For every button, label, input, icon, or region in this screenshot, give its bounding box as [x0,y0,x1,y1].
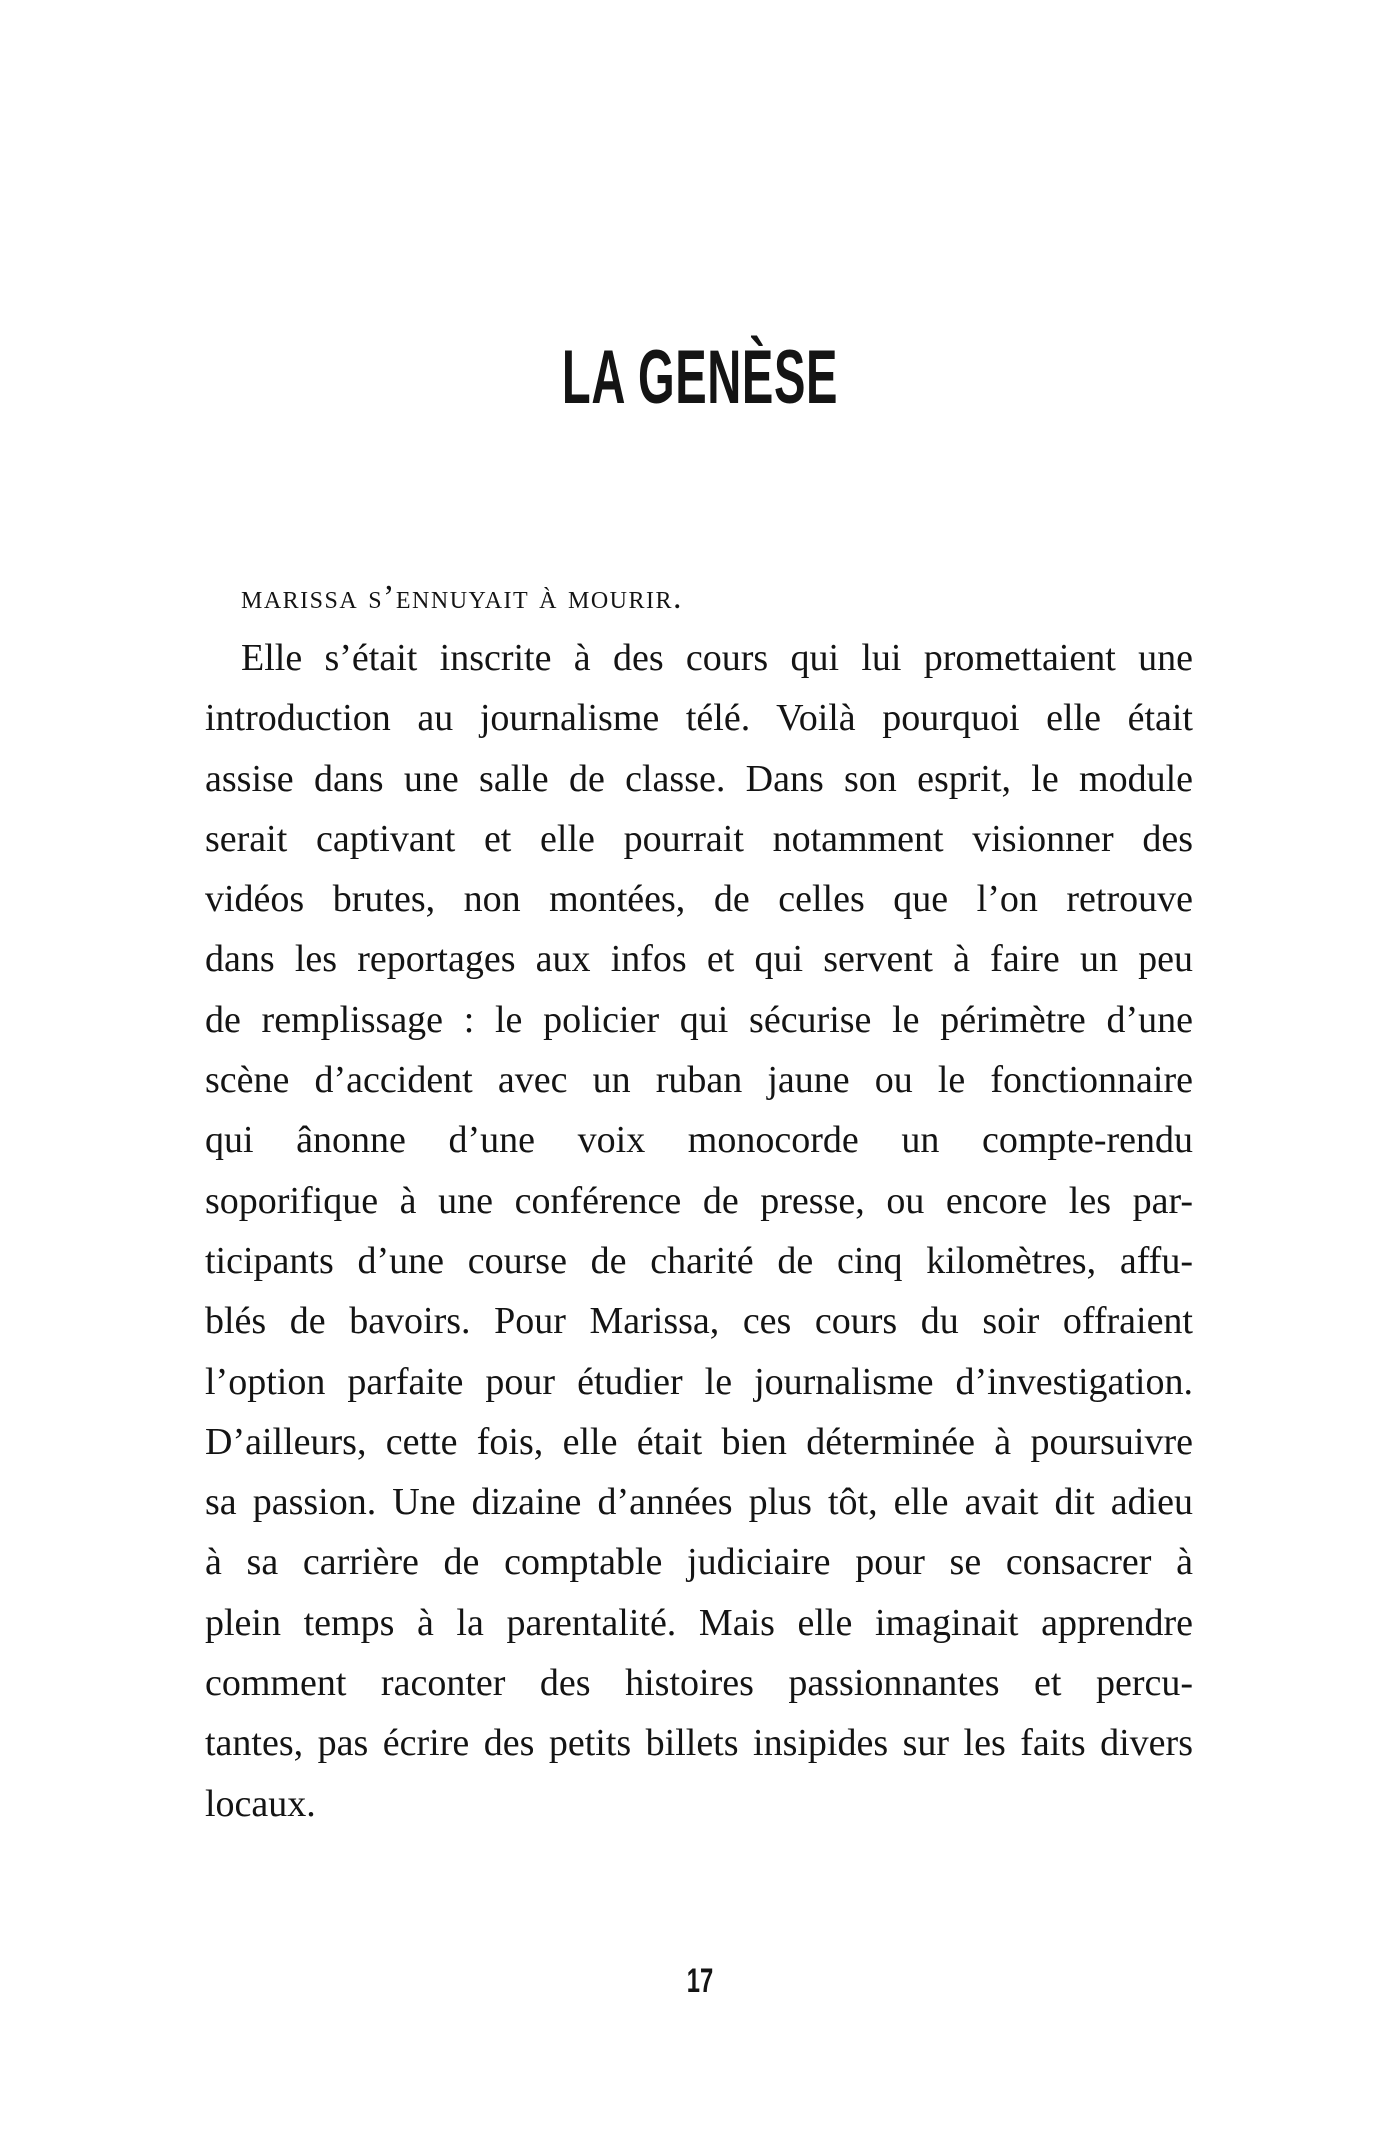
chapter-title: LA GENÈSE [561,335,839,420]
text-line: vidéos brutes, non montées, de celles que l’on retrouve [205,878,1193,921]
text-line: blés de bavoirs. Pour Marissa, ces cours du soir offraient [205,1300,1193,1343]
text-line: scène d’accident avec un ruban jaune ou le fonctionnaire [205,1059,1193,1102]
text-line: locaux. [205,1782,316,1825]
text-line: comment raconter des histoires passionnantes et percu- [205,1662,1193,1705]
page-number: 17 [686,1962,714,2000]
text-line: introduction au journalisme télé. Voilà pourquoi elle était [205,697,1193,740]
text-line: dans les reportages aux infos et qui servent à faire un peu [205,938,1193,981]
opening-line: marissa s’ennuyait à mourir. [241,579,684,616]
text-line: ticipants d’une course de charité de cinq kilomètres, affu- [205,1239,1193,1282]
text-line: à sa carrière de comptable judiciaire pour se consacrer à [205,1541,1193,1584]
text-line: D’ailleurs, cette fois, elle était bien déterminée à poursuivre [205,1420,1193,1463]
chapter-body [205,568,1193,1834]
text-line: soporifique à une conférence de presse, ou encore les par- [205,1179,1193,1222]
text-line: plein temps à la parentalité. Mais elle imaginait apprendre [205,1601,1193,1644]
text-line: de remplissage : le policier qui sécurise le périmètre d’une [205,998,1193,1041]
text-line: Elle s’était inscrite à des cours qui lui promettaient une [241,637,1193,679]
text-line: sa passion. Une dizaine d’années plus tôt, elle avait dit adieu [205,1481,1193,1524]
text-line: qui ânonne d’une voix monocorde un compte-rendu [205,1119,1193,1162]
text-line: serait captivant et elle pourrait notamment visionner des [205,817,1193,860]
text-line: tantes, pas écrire des petits billets insipides sur les faits divers [205,1722,1193,1765]
text-line: assise dans une salle de classe. Dans son esprit, le module [205,757,1193,800]
text-line: l’option parfaite pour étudier le journalisme d’investigation. [205,1360,1193,1403]
